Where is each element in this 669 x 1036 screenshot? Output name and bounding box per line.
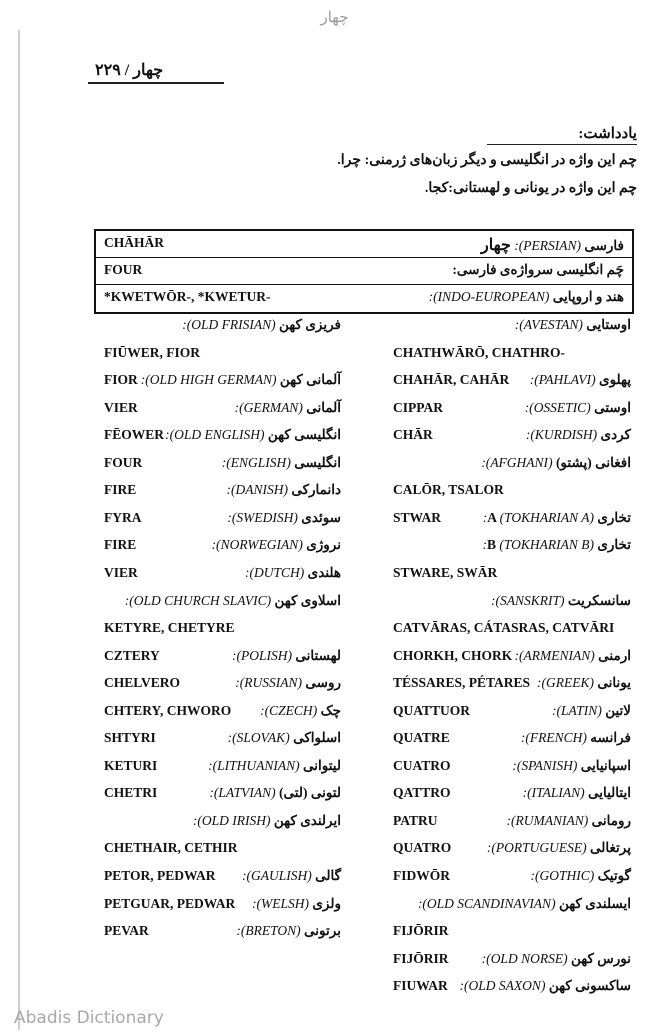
entry-language: تخاری A (TOKHARIAN A): <box>482 509 631 525</box>
entry-language: هلندی (DUTCH): <box>245 564 341 580</box>
entry-word: CHETRI <box>104 785 158 801</box>
entry-word: FIOR <box>104 372 138 388</box>
entry-language: ایتالیایی (ITALIAN): <box>522 785 631 801</box>
entry-word: CHORKH, CHORK <box>393 647 513 663</box>
entry-word: FOUR <box>104 454 143 470</box>
entry-language: دانمارکی (DANISH): <box>226 482 341 498</box>
table-language: چَم انگلیسی سرواژه‌ی فارسی: <box>452 262 624 277</box>
entry-language: ارمنی (ARMENIAN): <box>514 647 631 663</box>
header-table <box>94 229 634 314</box>
entry-language: فریزی کهن (OLD FRISIAN): <box>182 317 341 332</box>
entry-language: برتونی (BRETON): <box>236 923 341 939</box>
entry-language: روسی (RUSSIAN): <box>235 675 341 691</box>
entry-language: آلمانی کهن (OLD HIGH GERMAN): <box>140 372 341 388</box>
entry-word: QATTRO <box>393 785 451 801</box>
entry-word: FIJŌRIR <box>393 950 449 966</box>
entry-word: FĒOWER <box>104 427 165 443</box>
entry-word: TÉSSARES, PÉTARES <box>393 675 531 691</box>
entry-word: STWARE, SWĀR <box>393 564 498 580</box>
entry-word: FYRA <box>104 509 142 525</box>
entry-language: افغانی (پشتو) (AFGHANI): <box>481 454 631 470</box>
entry-language: لاتین (LATIN): <box>552 702 631 718</box>
table-language: فارسی (PERSIAN): چهار <box>480 237 624 254</box>
entry-word: FIŪWER, FIOR <box>104 344 201 360</box>
entry-language: اسلواکی (SLOVAK): <box>227 730 341 746</box>
entry-word: KETYRE, CHETYRE <box>104 620 235 636</box>
table-row-indo-european <box>96 285 632 312</box>
entry-language: ساکسونی کهن (OLD SAXON): <box>459 978 631 994</box>
page-title: چهار <box>320 8 349 26</box>
notes-underline <box>487 144 637 145</box>
entry-language: اسپانیایی (SPANISH): <box>512 757 631 773</box>
entry-language: گالی (GAULISH): <box>241 868 341 883</box>
entry-word: CHĀR <box>393 427 433 443</box>
entry-language: کردی (KURDISH): <box>525 427 631 443</box>
watermark: Abadis Dictionary <box>14 1008 164 1028</box>
entry-word: PETOR, PEDWAR <box>104 868 216 883</box>
entry-word: FIRE <box>104 482 137 498</box>
entry-word: CHAHĀR, CAHĀR <box>393 372 510 388</box>
entry-language: ایسلندی کهن (OLD SCANDINAVIAN): <box>417 895 631 911</box>
entry-language: یونانی (GREEK): <box>537 675 631 691</box>
entry-language: نروژی (NORWEGIAN): <box>211 537 341 553</box>
entry-word: VIER <box>104 564 138 580</box>
entry-language: تخاری B (TOKHARIAN B): <box>482 537 631 553</box>
entry-word: FIDWŌR <box>393 868 450 883</box>
entry-language: لیتوانی (LITHUANIAN): <box>208 757 341 773</box>
table-row-english <box>96 258 632 285</box>
note-line: چم این واژه در انگلیسی و دیگر زبان‌های ژرمنی: چرا. <box>337 153 637 168</box>
entry-language: لتونی (لتی) (LATVIAN): <box>209 785 341 801</box>
entry-word: CUATRO <box>393 757 451 773</box>
entry-language: سانسکریت (SANSKRIT): <box>490 592 631 608</box>
entry-word: KETURI <box>104 757 158 773</box>
entry-language: آلمانی (GERMAN): <box>234 399 341 415</box>
entry-word: QUATRO <box>393 840 452 856</box>
entry-word: CZTERY <box>104 647 160 663</box>
entry-language: انگلیسی کهن (OLD ENGLISH): <box>165 427 341 443</box>
entry-word: PATRU <box>393 812 438 828</box>
entry-word: STWAR <box>393 509 442 525</box>
entry-language: پهلوی (PAHLAVI): <box>529 372 631 388</box>
heading-underline <box>88 82 224 84</box>
table-word: FOUR <box>104 262 143 277</box>
entry-word: CHELVERO <box>104 675 181 691</box>
note-line: چم این واژه در یونانی و لهستانی:کجا. <box>424 181 637 196</box>
page-heading: چهار / ۲۲۹ <box>95 62 164 79</box>
notes-title: یادداشت: <box>578 126 637 142</box>
entry-word: SHTYRI <box>104 730 156 746</box>
entry-word: VIER <box>104 399 138 415</box>
entry-language: چک (CZECH): <box>260 702 341 718</box>
entry-word: CATVĀRAS, CÁTASRAS, CATVĀRI <box>393 620 615 636</box>
entry-word: CHETHAIR, CETHIR <box>104 840 238 856</box>
entry-language: ولزی (WELSH): <box>251 895 341 911</box>
entry-language: گوتیک (GOTHIC): <box>530 868 631 883</box>
entry-language: لهستانی (POLISH): <box>232 647 341 663</box>
entry-word: QUATTUOR <box>393 702 471 718</box>
table-word: *KWETWŌR-, *KWETUR- <box>104 289 271 304</box>
entry-word: QUATRE <box>393 730 450 746</box>
entry-language: رومانی (RUMANIAN): <box>506 812 631 828</box>
entry-word: CHATHWĀRŌ, CHATHRO- <box>393 344 565 360</box>
entry-language: اوستایی (AVESTAN): <box>514 317 631 332</box>
entry-word: CIPPAR <box>393 399 443 415</box>
entry-language: نورس کهن (OLD NORSE): <box>481 950 631 966</box>
entry-language: اسلاوی کهن (OLD CHURCH SLAVIC): <box>124 592 341 608</box>
entry-word: CHTERY, CHWORO <box>104 702 232 718</box>
table-language: هند و اروپایی (INDO-EUROPEAN): <box>428 289 624 304</box>
entry-word: FIUWAR <box>393 978 448 994</box>
entry-language: سوئدی (SWEDISH): <box>227 509 341 525</box>
entry-language: ایرلندی کهن (OLD IRISH): <box>192 812 341 828</box>
entry-word: FIRE <box>104 537 137 553</box>
entry-word: PEVAR <box>104 923 149 939</box>
page-edge-line <box>18 30 20 1030</box>
entry-language: انگلیسی (ENGLISH): <box>221 454 341 470</box>
entry-language: فرانسه (FRENCH): <box>520 730 631 746</box>
entry-word: FIJŌRIR <box>393 923 449 939</box>
entry-language: اوستی (OSSETIC): <box>524 399 631 415</box>
table-row-persian <box>96 231 632 258</box>
entry-word: PETGUAR, PEDWAR <box>104 895 236 911</box>
entry-language: پرتغالی (PORTUGUESE): <box>486 840 631 856</box>
table-word: CHĀHĀR <box>104 235 164 250</box>
entry-word: CALŌR, TSALOR <box>393 482 504 498</box>
